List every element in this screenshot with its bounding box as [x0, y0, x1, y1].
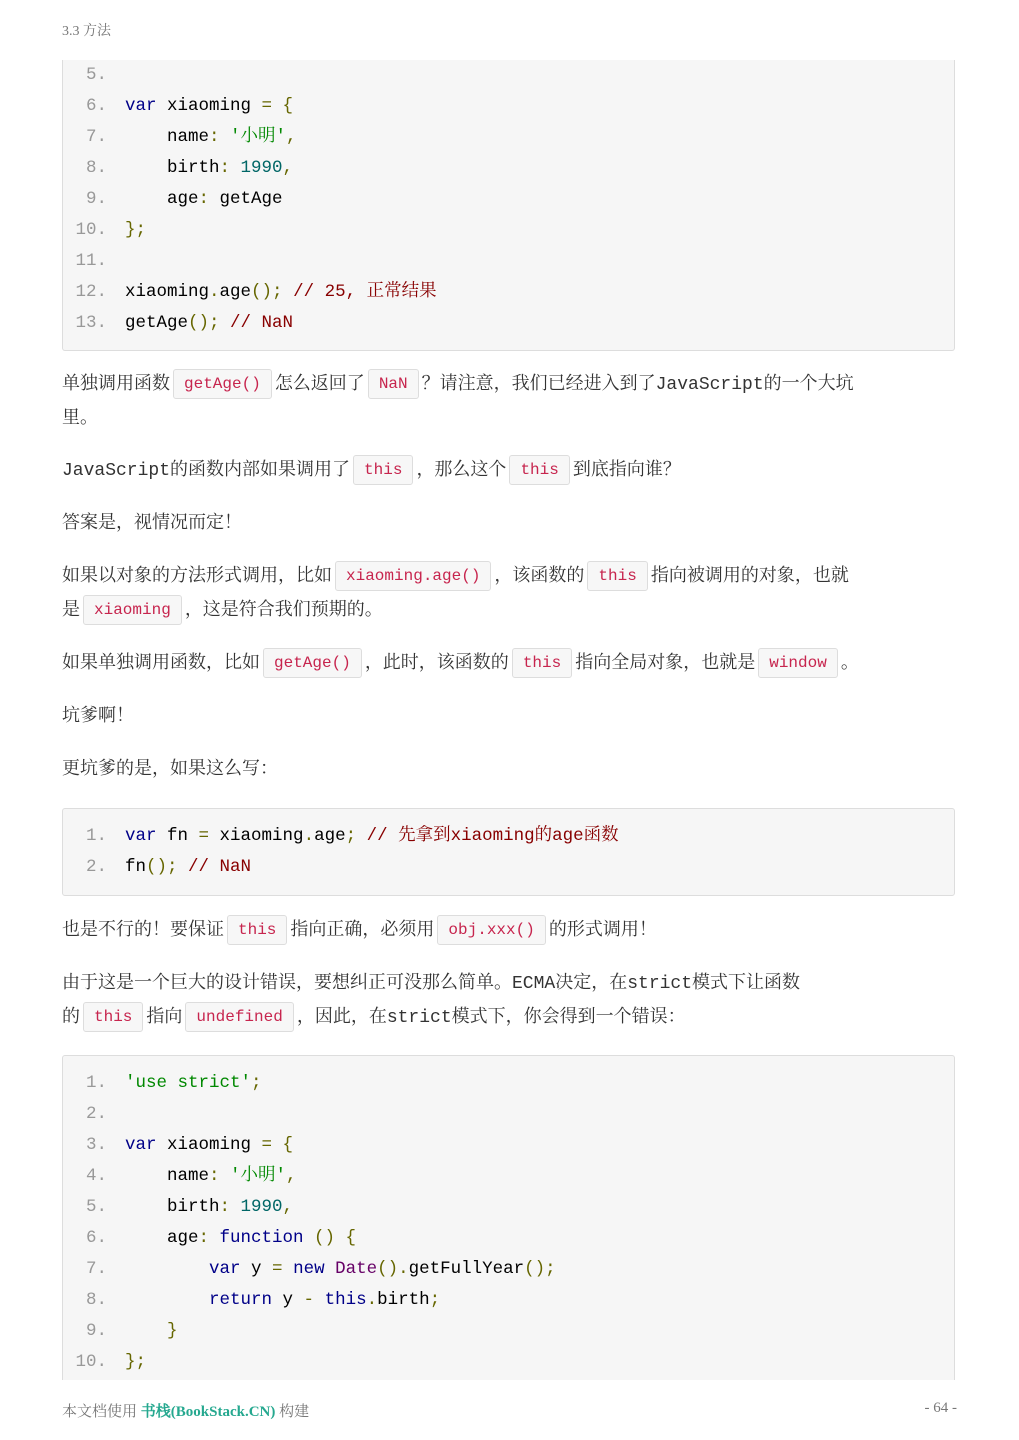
inline-code: this	[227, 915, 287, 945]
footer-credit	[62, 1400, 309, 1421]
paragraph-text: 的形式调用！	[548, 919, 657, 940]
line-number: 7.	[85, 1259, 107, 1279]
code-keyword: var	[209, 1259, 241, 1279]
code-line	[63, 1192, 293, 1223]
code-keyword: new	[293, 1259, 325, 1279]
code-block-1	[62, 60, 955, 351]
code-string: 'use strict'	[125, 1073, 252, 1093]
paragraph-text: 。	[840, 652, 859, 673]
code-text: birth	[125, 1197, 220, 1217]
code-punct: ;	[429, 1290, 441, 1310]
inline-code: this	[587, 561, 647, 591]
code-text: y	[272, 1290, 304, 1310]
code-punct: :	[198, 1228, 220, 1248]
footer-prefix: 本文档使用	[62, 1404, 141, 1420]
inline-code: this	[83, 1002, 143, 1032]
code-number: 1990	[240, 158, 283, 178]
code-text	[314, 1290, 325, 1310]
code-punct: ,	[286, 127, 297, 147]
code-text: xiaoming	[209, 826, 304, 846]
code-block-3	[62, 1055, 955, 1380]
inline-code: window	[758, 648, 838, 678]
paragraph-text: strict	[627, 974, 693, 994]
code-line	[63, 215, 146, 246]
code-punct: };	[125, 1352, 147, 1372]
line-number: 5.	[85, 65, 107, 85]
paragraph-text: ，因此，在	[296, 1006, 387, 1027]
paragraph-text: 也是不行的！要保证	[62, 919, 224, 940]
paragraph-text: 模式下，你会得到一个错误：	[451, 1006, 686, 1027]
line-number: 1.	[85, 826, 107, 846]
inline-code: xiaoming.age()	[335, 561, 491, 591]
inline-code: this	[509, 455, 569, 485]
code-keyword: var	[125, 826, 157, 846]
code-comment: // 25, 正常结果	[293, 282, 437, 302]
code-text	[125, 1290, 209, 1310]
paragraph-text: 指向	[146, 1006, 183, 1027]
code-punct: ,	[282, 1197, 294, 1217]
code-keyword: this	[324, 1290, 367, 1310]
code-punct: ();	[146, 857, 189, 877]
paragraph-text: 到底指向谁？	[572, 459, 681, 480]
paragraph	[62, 559, 942, 627]
code-line	[63, 277, 437, 308]
paragraph-text: ？请注意，我们已经进入到了	[421, 373, 656, 394]
code-text: y	[240, 1259, 273, 1279]
paragraph	[62, 966, 942, 1034]
code-text: fn	[156, 826, 199, 846]
code-punct: :	[209, 1166, 231, 1186]
code-line	[63, 246, 125, 277]
code-block-2	[62, 808, 955, 896]
paragraph-text: ECMA	[512, 974, 556, 994]
code-line	[63, 1316, 178, 1347]
line-number: 11.	[75, 251, 107, 271]
code-punct: };	[125, 220, 147, 240]
paragraph-text: 的一个大坑	[763, 373, 854, 394]
code-line	[63, 852, 251, 883]
code-text: age	[125, 1228, 199, 1248]
code-line	[63, 1130, 293, 1161]
code-punct: ;	[345, 826, 367, 846]
code-line	[63, 60, 125, 91]
paragraph-text: 怎么返回了	[274, 373, 365, 394]
code-line	[63, 1254, 556, 1285]
code-line	[63, 1285, 440, 1316]
code-punct: ,	[282, 158, 294, 178]
code-punct: :	[219, 158, 241, 178]
code-keyword: var	[125, 96, 157, 116]
code-text: xiaoming	[125, 282, 210, 302]
code-text	[283, 1259, 294, 1279]
inline-code: getAge()	[263, 648, 362, 678]
paragraph-text: 的	[62, 1006, 80, 1027]
line-number: 10.	[75, 1352, 107, 1372]
code-text: name	[125, 127, 210, 147]
code-punct: ();	[251, 282, 294, 302]
code-punct: .	[366, 1290, 378, 1310]
inline-code: NaN	[368, 369, 419, 399]
paragraph-text: 如果单独调用函数，比如	[62, 652, 260, 673]
code-punct: ,	[286, 1166, 297, 1186]
code-type: Date	[335, 1259, 378, 1279]
inline-code: this	[512, 648, 572, 678]
paragraph-text: strict	[386, 1008, 452, 1028]
code-text: age	[314, 826, 346, 846]
code-line	[63, 153, 293, 184]
code-punct: () {	[303, 1228, 357, 1248]
line-number: 6.	[85, 1228, 107, 1248]
line-number: 2.	[85, 857, 107, 877]
code-keyword: function	[219, 1228, 304, 1248]
paragraph-text: 由于这是一个巨大的设计错误，要想纠正可没那么简单。	[62, 972, 512, 993]
code-line	[63, 821, 619, 852]
code-text: age	[219, 282, 252, 302]
code-text: getAge	[125, 313, 189, 333]
code-punct: =	[272, 1259, 283, 1279]
footer-brand-link[interactable]: 书栈(BookStack.CN)	[140, 1404, 276, 1420]
code-line	[63, 1223, 356, 1254]
paragraph-text: JavaScript	[655, 375, 764, 395]
inline-code: obj.xxx()	[437, 915, 545, 945]
code-punct: = {	[261, 1135, 294, 1155]
paragraph-text: ，这是符合我们预期的。	[184, 599, 383, 620]
paragraph-text: 答案是，视情况而定！	[62, 512, 242, 533]
inline-code: undefined	[185, 1002, 293, 1032]
line-number: 8.	[85, 1290, 107, 1310]
code-number: 1990	[240, 1197, 283, 1217]
code-line	[63, 184, 283, 215]
line-number: 4.	[85, 1166, 107, 1186]
code-punct: =	[198, 826, 210, 846]
paragraph	[62, 506, 942, 540]
paragraph-text: 决定，在	[555, 972, 628, 993]
code-comment: // NaN	[188, 857, 252, 877]
line-number: 10.	[75, 220, 107, 240]
paragraph-text: ，此时，该函数的	[364, 652, 509, 673]
code-punct: :	[198, 189, 220, 209]
paragraph	[62, 913, 942, 947]
code-text: getFullYear	[408, 1259, 525, 1279]
inline-code: xiaoming	[83, 595, 182, 625]
code-keyword: var	[125, 1135, 157, 1155]
line-number: 2.	[85, 1104, 107, 1124]
line-number: 9.	[85, 1321, 107, 1341]
code-text: age	[125, 189, 199, 209]
code-string: '小明'	[230, 127, 287, 147]
line-number: 6.	[85, 96, 107, 116]
paragraph-text: 指向正确，必须用	[290, 919, 435, 940]
inline-code: getAge()	[173, 369, 272, 399]
code-keyword: return	[209, 1290, 273, 1310]
section-header: 3.3 方法	[62, 24, 111, 39]
paragraph-text: JavaScript	[62, 461, 171, 481]
inline-code: this	[353, 455, 413, 485]
code-punct: = {	[261, 96, 294, 116]
code-punct: :	[209, 127, 231, 147]
paragraph	[62, 367, 942, 435]
code-punct: -	[303, 1290, 315, 1310]
code-line	[63, 91, 293, 122]
line-number: 13.	[75, 313, 107, 333]
line-number: 12.	[75, 282, 107, 302]
paragraph	[62, 453, 942, 487]
paragraph-text: 的函数内部如果调用了	[170, 459, 351, 480]
code-punct: ;	[251, 1073, 262, 1093]
paragraph-text: 里。	[62, 407, 98, 428]
code-line	[63, 122, 297, 153]
code-text	[325, 1259, 336, 1279]
code-punct: ().	[377, 1259, 409, 1279]
code-text: fn	[125, 857, 147, 877]
code-line	[63, 308, 293, 339]
code-line	[63, 1099, 125, 1130]
paragraph-text: 指向全局对象，也就是	[575, 652, 756, 673]
paragraph-text: 是	[62, 599, 80, 620]
paragraph-text: 单独调用函数	[62, 373, 170, 394]
paragraph-text: 更坑爹的是，如果这么写：	[62, 758, 278, 779]
paragraph-text: 指向被调用的对象，也就	[650, 565, 849, 586]
code-comment: // 先拿到xiaoming的age函数	[366, 826, 619, 846]
code-punct: .	[209, 282, 220, 302]
line-number: 9.	[85, 189, 107, 209]
line-number: 8.	[85, 158, 107, 178]
code-line	[63, 1161, 297, 1192]
code-text: xiaoming	[156, 96, 262, 116]
code-text: birth	[377, 1290, 430, 1310]
code-line	[63, 1068, 262, 1099]
code-comment: // NaN	[230, 313, 294, 333]
code-line	[63, 1347, 146, 1378]
line-number: 3.	[85, 1135, 107, 1155]
code-text: xiaoming	[156, 1135, 262, 1155]
line-number: 1.	[85, 1073, 107, 1093]
code-punct: :	[219, 1197, 241, 1217]
page-number: - 64 -	[924, 1400, 957, 1416]
code-punct: ();	[188, 313, 231, 333]
line-number: 7.	[85, 127, 107, 147]
paragraph	[62, 699, 942, 733]
code-text: birth	[125, 158, 220, 178]
code-text	[125, 1259, 209, 1279]
paragraph	[62, 646, 942, 680]
paragraph-text: 模式下让函数	[692, 972, 801, 993]
code-string: '小明'	[230, 1166, 287, 1186]
code-punct: .	[303, 826, 315, 846]
line-number: 5.	[85, 1197, 107, 1217]
code-text: name	[125, 1166, 210, 1186]
paragraph-text: ，该函数的	[494, 565, 585, 586]
footer-suffix: 构建	[275, 1404, 310, 1420]
paragraph	[62, 752, 942, 786]
code-punct: ();	[524, 1259, 556, 1279]
code-punct: }	[125, 1321, 178, 1341]
paragraph-text: 如果以对象的方法形式调用，比如	[62, 565, 332, 586]
paragraph-text: 坑爹啊！	[62, 705, 134, 726]
paragraph-text: ，那么这个	[416, 459, 507, 480]
code-text: getAge	[219, 189, 283, 209]
